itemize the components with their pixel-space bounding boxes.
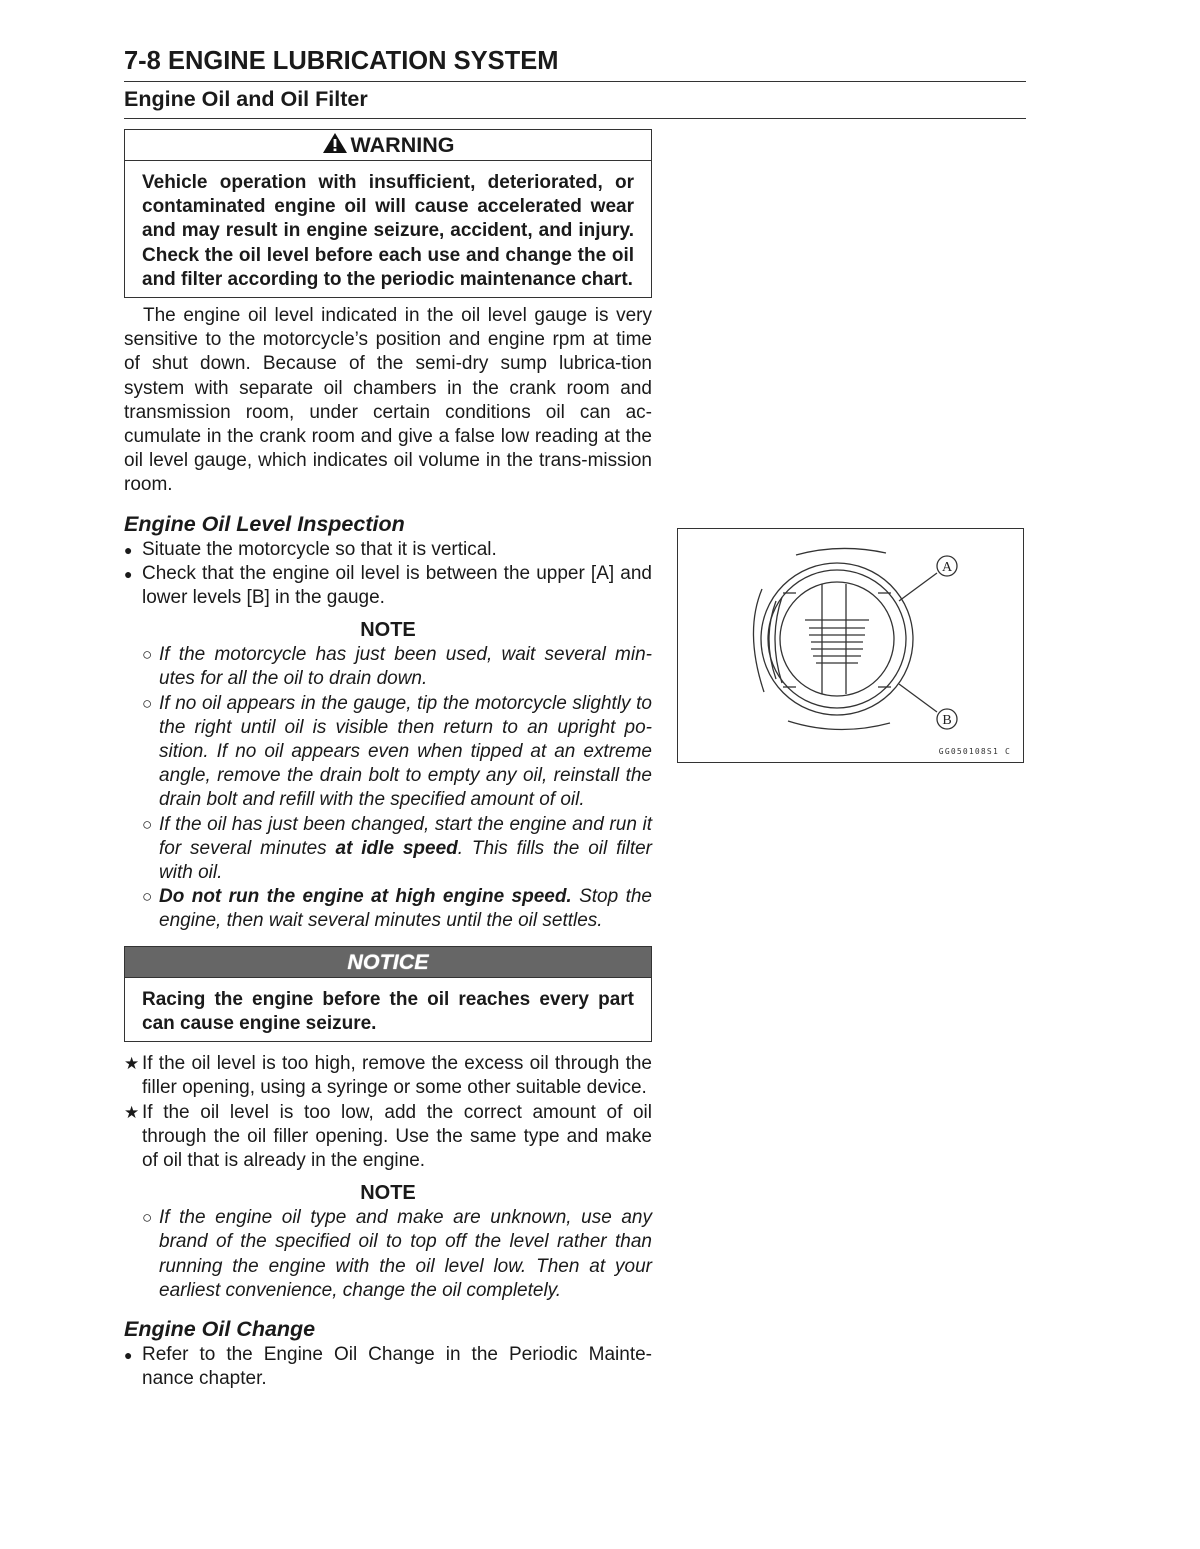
bullet-icon: ● (124, 541, 133, 558)
circle-bullet-icon: ○ (142, 1208, 153, 1228)
circle-bullet-icon: ○ (142, 693, 153, 713)
chapter-title: 7-8 ENGINE LUBRICATION SYSTEM (124, 44, 1026, 82)
figure-code: GG050108S1 C (938, 747, 1011, 756)
note-text: If no oil appears in the gauge, tip the motorcycle slightly to the right until oil is visible then return to an upright po-sition. If no oil appears even when tipped at an extreme angle, remove the drain bolt to empty any oil, reinstall the drain bolt and refill with the specified amount of oil. (159, 692, 652, 811)
list-item (124, 1101, 652, 1174)
note-heading: NOTE (360, 619, 416, 642)
note-emphasis: Do not run the engine at high engine speed. (159, 886, 572, 908)
oil-level-gauge-illustration (678, 529, 1023, 762)
oil-level-gauge-figure (677, 528, 1024, 763)
list-item (124, 562, 652, 610)
note-emphasis: at idle speed (335, 837, 458, 859)
note-text: . This fills the oil filter with oil. (159, 837, 652, 884)
note-text: If the engine oil type and make are unknown, use any brand of the specified oil to top off the level rather than running the engine with the oil level low. Then at your earliest convenience, change the oil completely. (159, 1207, 652, 1301)
page-header (124, 44, 1026, 119)
warning-header (125, 130, 651, 161)
warning-box (124, 129, 652, 298)
inspection-heading: Engine Oil Level Inspection (124, 511, 405, 536)
list-item-text: Refer to the Engine Oil Change in the Periodic Mainte-nance chapter. (142, 1343, 652, 1390)
circle-bullet-icon: ○ (142, 814, 153, 834)
star-icon: ★ (124, 1102, 140, 1122)
note-text: Stop the engine, then wait several minutes until the oil settles. (159, 886, 652, 932)
main-column (124, 129, 652, 1391)
callout-label-a: A (941, 560, 953, 575)
note-item (124, 1206, 652, 1303)
list-item (124, 1343, 652, 1391)
list-item-text: If the oil level is too high, remove the excess oil through the filler opening, using a syringe or some other suitable device. (142, 1053, 652, 1099)
note-text: If the oil has just been changed, start the engine and run it for several minutes (159, 813, 652, 859)
list-item (124, 1052, 652, 1100)
notice-header: NOTICE (125, 947, 651, 978)
list-item (124, 538, 652, 562)
star-icon: ★ (124, 1054, 140, 1074)
section-title: Engine Oil and Oil Filter (124, 84, 1026, 119)
bullet-icon: ● (124, 565, 133, 582)
notice-box (124, 946, 652, 1042)
circle-bullet-icon: ○ (142, 645, 153, 665)
list-item-text: Situate the motorcycle so that it is vertical. (142, 538, 497, 560)
warning-title: WARNING (350, 133, 455, 157)
callout-label-b: B (942, 713, 952, 728)
intro-paragraph: The engine oil level indicated in the oil level gauge is very sensitive to the motorcycle’s position and engine rpm at time of shut down. Because of the semi-dry sump lubrica-tion system with separate oil chambers in the crank room and transmission room, under certain conditions oil can ac-cumulate in the crank room and give a false low reading at the oil level gauge, which indicates oil volume in the trans-mission room. (124, 305, 652, 496)
note-item (124, 692, 652, 813)
note-text: If the motorcycle has just been used, wait several min-utes for all the oil to drain down. (159, 644, 652, 690)
circle-bullet-icon: ○ (142, 887, 153, 907)
note-item (124, 813, 652, 886)
notice-text: Racing the engine before the oil reaches every part can cause engine seizure. (142, 988, 634, 1034)
warning-triangle-icon (322, 132, 348, 154)
oil-change-heading: Engine Oil Change (124, 1316, 316, 1341)
list-item-text: Check that the engine oil level is between the upper [A] and lower levels [B] in the gauge. (142, 562, 652, 609)
note-item (124, 643, 652, 691)
note-heading: NOTE (360, 1182, 416, 1205)
list-item-text: If the oil level is too low, add the correct amount of oil through the oil filler opening. Use the same type and make of oil that is already in the engine. (142, 1101, 652, 1171)
warning-text: Vehicle operation with insufficient, deteriorated, or contaminated engine oil will cause accelerated wear and may result in engine seizure, accident, and injury. Check the oil level before each use and change the oil and filter according to the periodic maintenance chart. (142, 172, 634, 290)
bullet-icon: ● (124, 1346, 133, 1363)
note-item (124, 885, 652, 933)
